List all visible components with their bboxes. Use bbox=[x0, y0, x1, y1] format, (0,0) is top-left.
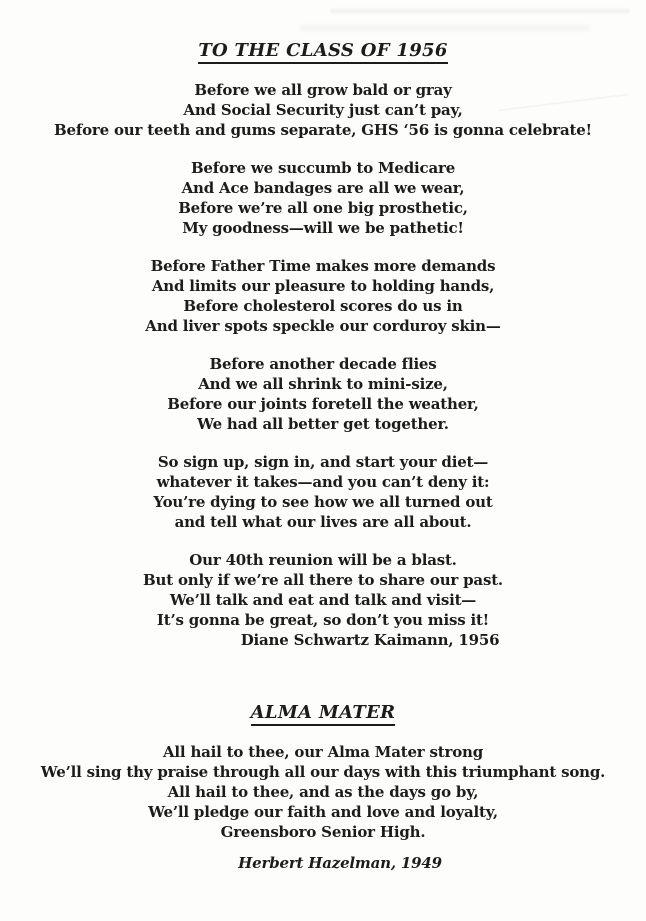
poem-line: So sign up, sign in, and start your diet— bbox=[157, 453, 489, 471]
poem-line: Before cholesterol scores do us in bbox=[183, 297, 463, 315]
scan-bleedthrough-artifact bbox=[300, 25, 590, 31]
poem-line: Before Father Time makes more demands bbox=[150, 257, 496, 275]
reunion-stanza-5 bbox=[0, 452, 646, 532]
poem-line: Greensboro Senior High. bbox=[220, 823, 426, 841]
poem-line: It’s gonna be great, so don’t you miss it! bbox=[156, 611, 490, 629]
poem-line: and tell what our lives are all about. bbox=[174, 513, 472, 531]
poem-line: And liver spots speckle our corduroy skin— bbox=[145, 317, 501, 335]
poem-line: You’re dying to see how we all turned out bbox=[153, 493, 493, 511]
reunion-stanza-1 bbox=[0, 80, 646, 140]
poem-title-alma bbox=[0, 702, 646, 726]
poem-line: And we all shrink to mini-size, bbox=[198, 375, 448, 393]
reunion-stanza-3 bbox=[0, 256, 646, 336]
poem-line: Our 40th reunion will be a blast. bbox=[189, 551, 457, 569]
reunion-stanza-6 bbox=[0, 550, 646, 650]
poem-line: We’ll pledge our faith and love and loyalty, bbox=[148, 803, 498, 821]
alma-stanza-1 bbox=[0, 742, 646, 842]
scan-bleedthrough-artifact bbox=[330, 9, 630, 13]
poem-line: Before we succumb to Medicare bbox=[190, 159, 456, 177]
poem-line: whatever it takes—and you can’t deny it: bbox=[156, 473, 490, 491]
attribution-herbert: Herbert Hazelman, 1949 bbox=[238, 854, 442, 872]
poem-line: All hail to thee, and as the days go by, bbox=[167, 783, 479, 801]
poem-line: We’ll talk and eat and talk and visit— bbox=[169, 591, 477, 609]
poem-title-alma-text: ALMA MATER bbox=[251, 702, 396, 726]
poem-title-reunion-text: TO THE CLASS OF 1956 bbox=[198, 40, 447, 64]
poem-line: And limits our pleasure to holding hands, bbox=[151, 277, 495, 295]
poem-line: We’ll sing thy praise through all our days with this triumphant song. bbox=[40, 763, 606, 781]
poem-line: All hail to thee, our Alma Mater strong bbox=[162, 743, 483, 761]
reunion-stanza-4 bbox=[0, 354, 646, 434]
poem-line: Before we’re all one big prosthetic, bbox=[178, 199, 468, 217]
poem-line: Before our joints foretell the weather, bbox=[167, 395, 479, 413]
poem-line: Before we all grow bald or gray bbox=[194, 81, 452, 99]
poem-line: My goodness—will we be pathetic! bbox=[182, 219, 464, 237]
poem-line: And Ace bandages are all we wear, bbox=[181, 179, 465, 197]
poem-line: And Social Security just can’t pay, bbox=[183, 101, 463, 119]
poem-line: Before another decade flies bbox=[209, 355, 437, 373]
poem-line: We had all better get together. bbox=[197, 415, 449, 433]
reunion-stanza-2 bbox=[0, 158, 646, 238]
poem-line: But only if we’re all there to share our past. bbox=[143, 571, 503, 589]
poem-line: Before our teeth and gums separate, GHS ‘56 is gonna celebrate! bbox=[54, 121, 592, 139]
attribution-diane: Diane Schwartz Kaimann, 1956 bbox=[240, 631, 500, 649]
